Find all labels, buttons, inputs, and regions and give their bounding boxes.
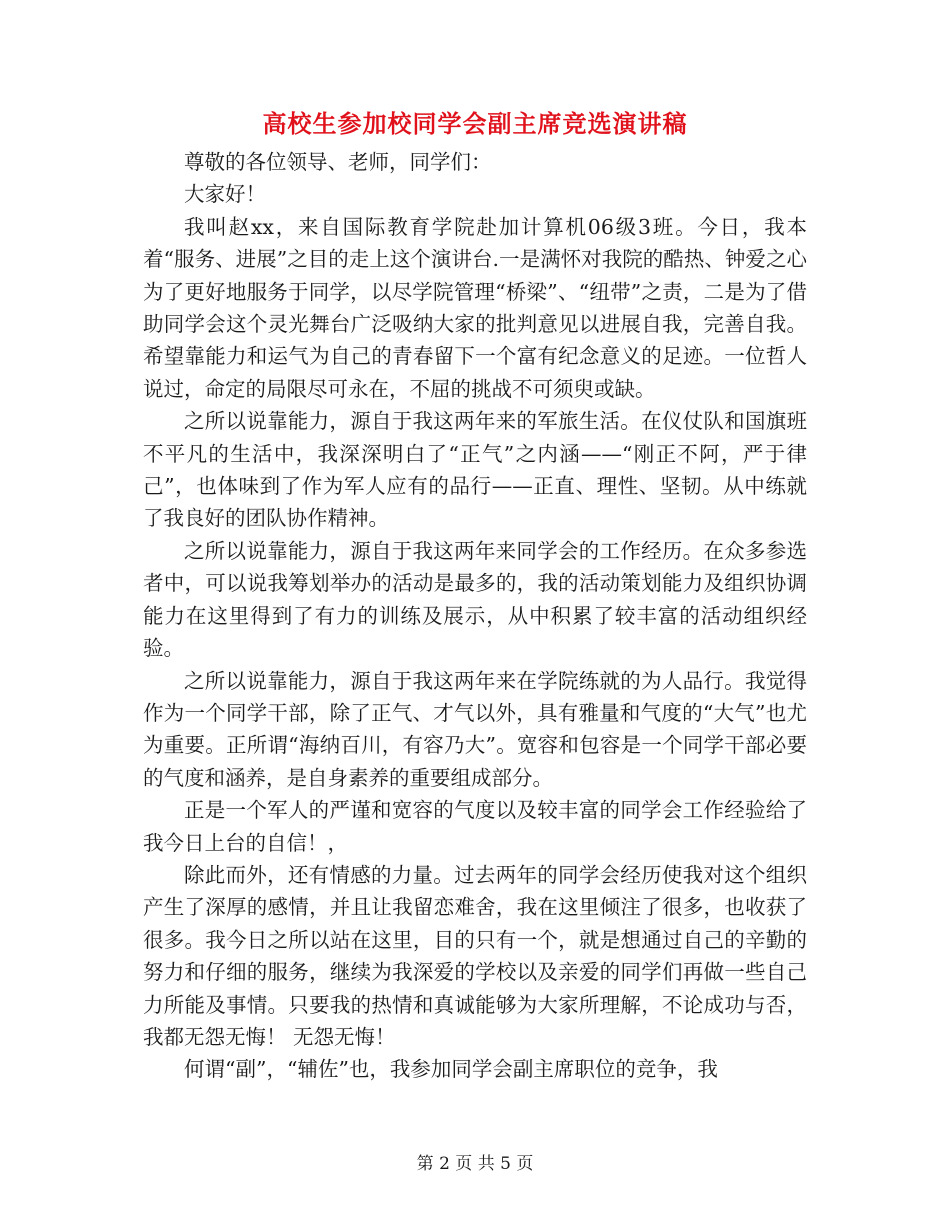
- page-number-footer: 第 2 页 共 5 页: [416, 1154, 534, 1174]
- document-title: 高校生参加校同学会副主席竞选演讲稿: [262, 109, 688, 138]
- paragraph-introduction: 我叫赵xx，来自国际教育学院赴加计算机06级3班。今日，我本着“服务、进展”之目的走上这个演讲台.一是满怀对我院的酷热、钟爱之心为了更好地服务于同学，以尽学院管理“桥梁”、“纽带”之责，二是为了借助同学会这个灵光舞台广泛吸纳大家的批判意见以进展自我，完善自我。希望靠能力和运气为自己的青春留下一个富有纪念意义的足迹。一位哲人说过，命定的局限尽可永在，不屈的挑战不可须臾或缺。: [143, 214, 807, 401]
- paragraph-salutation: 尊敬的各位领导、老师，同学们：: [184, 150, 492, 174]
- paragraph-vice-role: 何谓“副”，“辅佐”也，我参加同学会副主席职位的竞争，我: [184, 1057, 718, 1082]
- document-body: [143, 146, 807, 1086]
- paragraph-military-life: 之所以说靠能力，源自于我这两年来的军旅生活。在仪仗队和国旗班不平凡的生活中，我深深明白了“正气”之内涵——“刚正不阿，严于律己”，也体味到了作为军人应有的品行——正直、理性、坚韧。从中练就了我良好的团队协作精神。: [143, 409, 807, 531]
- paragraph-confidence: 正是一个军人的严谨和宽容的气度以及较丰富的同学会工作经验给了我今日上台的自信！，: [143, 798, 807, 855]
- paragraph-character: 之所以说靠能力，源自于我这两年来在学院练就的为人品行。我觉得作为一个同学干部，除了正气、才气以外，具有雅量和气度的“大气”也尤为重要。正所谓“海纳百川，有容乃大”。宽容和包容是一个同学干部必要的气度和涵养，是自身素养的重要组成部分。: [143, 668, 807, 790]
- paragraph-work-experience: 之所以说靠能力，源自于我这两年来同学会的工作经历。在众多参选者中，可以说我筹划举办的活动是最多的，我的活动策划能力及组织协调能力在这里得到了有力的训练及展示，从中积累了较丰富的活动组织经验。: [143, 538, 807, 661]
- paragraph-greeting: 大家好！: [184, 182, 266, 207]
- paragraph-emotion: 除此而外，还有情感的力量。过去两年的同学会经历使我对这个组织产生了深厚的感情，并且让我留恋难舍，我在这里倾注了很多，也收获了很多。我今日之所以站在这里，目的只有一个，就是想通过自己的辛勤的努力和仔细的服务，继续为我深爱的学校以及亲爱的同学们再做一些自己力所能及事情。只要我的热情和真诚能够为大家所理解，不论成功与否，我都无怨无悔！ 无怨无悔！: [143, 862, 807, 1049]
